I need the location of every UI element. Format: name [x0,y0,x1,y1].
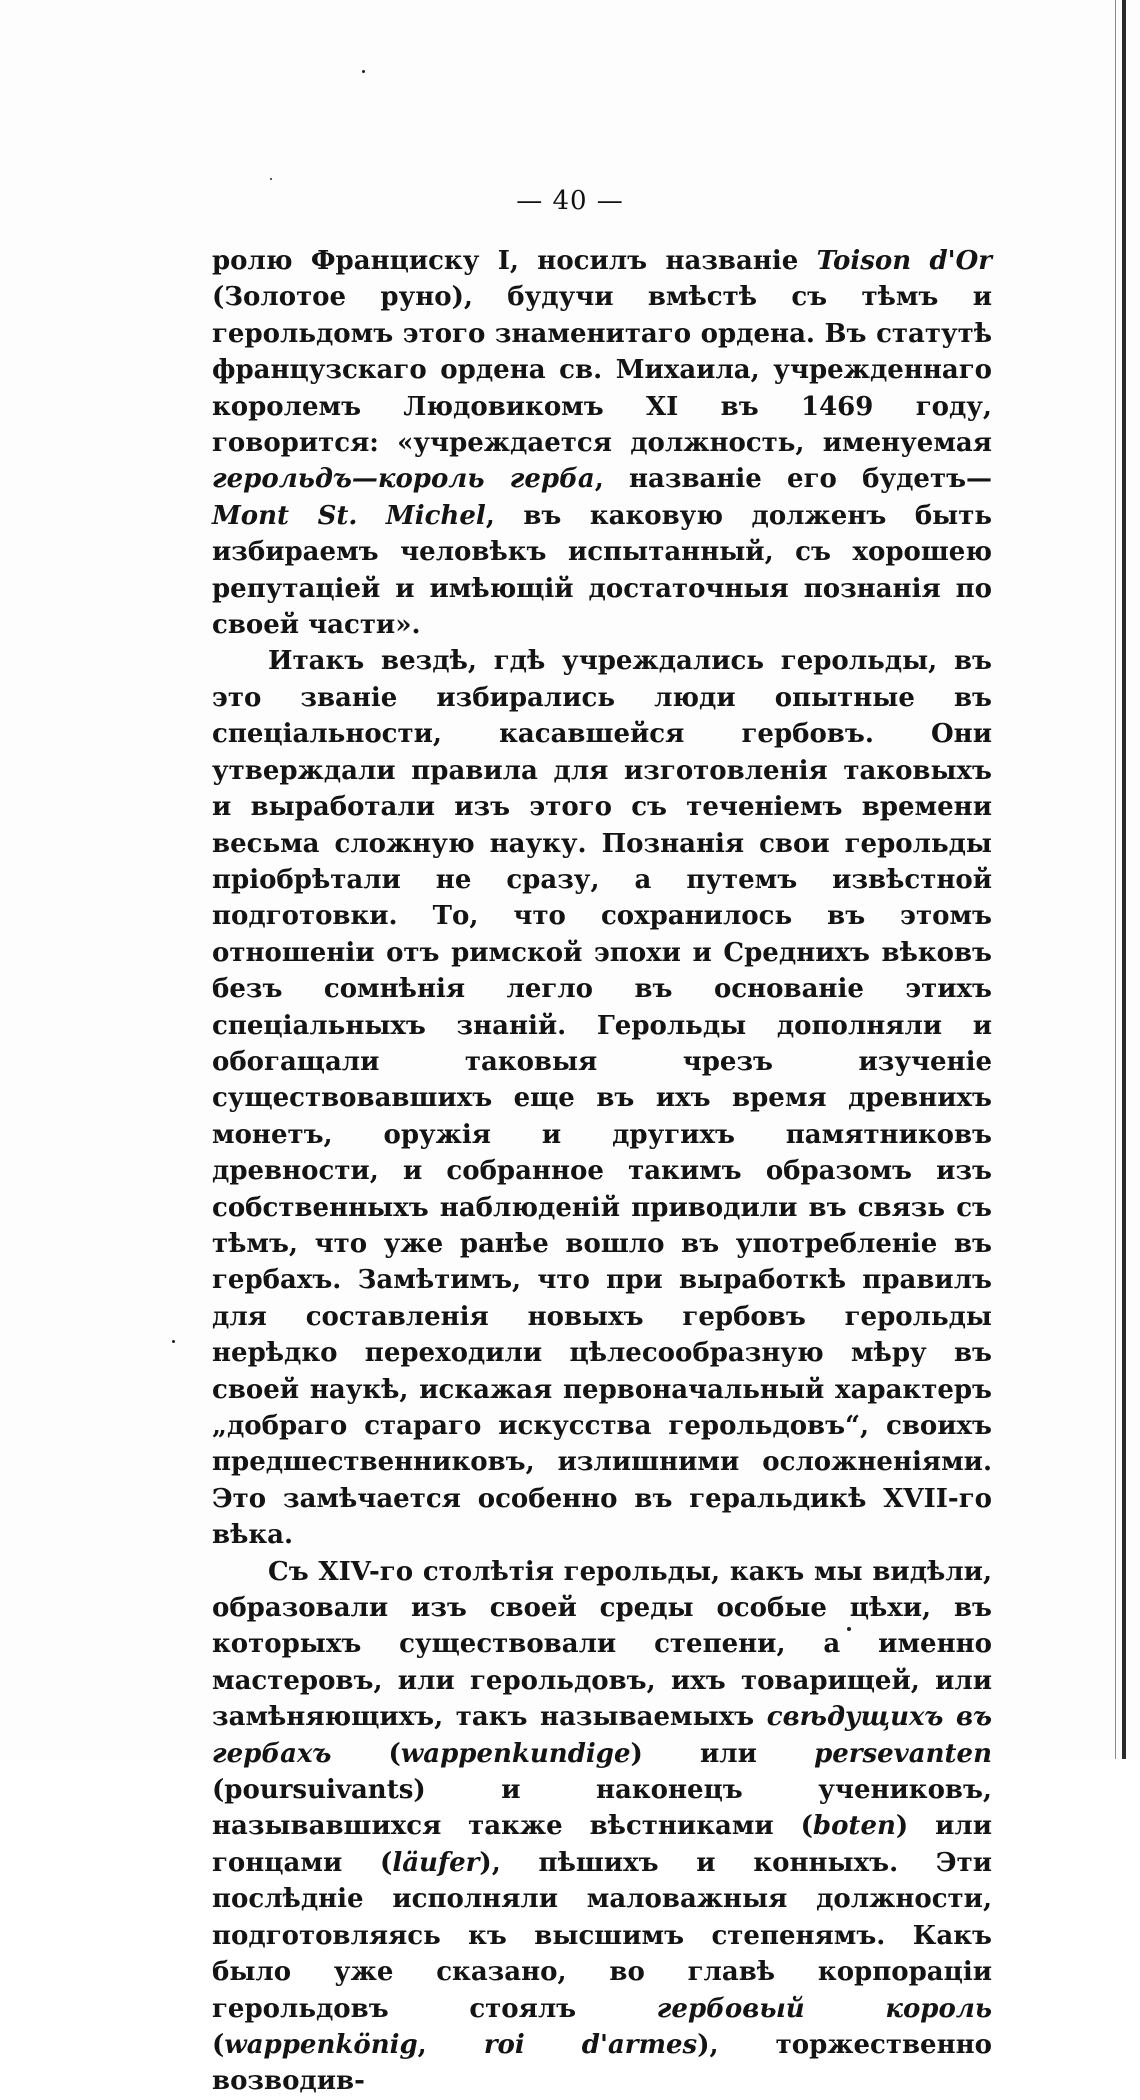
italic-run: Toison d'Or [816,246,992,276]
italic-run: Mont St. Michel [212,500,486,531]
page-edge-shadow [1122,0,1126,1759]
text-run: Итакъ вездѣ, гдѣ учреждались герольды, въ это званіе избирались люди опытные въ спеціальности, касавшейся гербовъ. Они утверждали правила для изготовленія таковыхъ и выработали изъ этого съ теченіемъ времени весьма сложную науку. Познанія свои герольды пріобрѣтали не сразу, а путемъ извѣстной подготовки. То, что сохранилось въ этомъ отношеніи отъ римской эпохи и Среднихъ вѣковъ безъ сомнѣнія легло въ основаніе этихъ спеціальныхъ знаній. Герольды дополняли и обогащали таковыя чрезъ изученіе существовавшихъ еще въ ихъ время древнихъ монетъ, оружія и другихъ памятниковъ древности, и собранное такимъ образомъ изъ собственныхъ наблюденій приводили въ связь съ тѣмъ, что уже ранѣе вошло въ употребленіе въ гербахъ. Замѣтимъ, что при выработкѣ правилъ для составленія новыхъ гербовъ герольды нерѣдко переходили цѣлесообразную мѣру въ своей наукѣ, искажая первоначальный характеръ „добраго стараго искусства герольдовъ“, своихъ предшественниковъ, излишними осложненіями. Это замѣчается особенно въ геральдикѣ XVII-го вѣка. [212,646,992,1551]
text-run: ), пѣшихъ и конныхъ. Эти послѣдніе исполняли маловажныя должности, подготовляясь къ высшимъ степенямъ. Какъ было уже сказано, во главѣ корпораціи герольдовъ стоялъ [212,1847,992,2024]
italic-run: свѣдущихъ въ гербахъ [212,1702,992,1769]
italic-run: wappenkönig [224,2029,418,2060]
italic-run: wappenkundige [400,1738,631,1769]
paragraph [212,1554,992,2100]
text-run: ), торжественно возводив- [212,2029,992,2097]
text-run: , въ каковую долженъ быть избираемъ человѣкъ испытанный, съ хорошею репутаціей и имѣющій достаточныя познанія по своей части». [212,500,992,641]
text-run: (poursuivants) и наконецъ учениковъ, называвшихся также вѣстниками ( [212,1775,992,1842]
text-run: ролю Франциску I, носилъ названіе [212,246,817,276]
text-run: , названіе его будетъ— [594,464,993,495]
italic-run: roi d'armes [483,2029,698,2060]
paragraph [212,243,992,643]
body-text [212,243,992,2100]
text-run: (Золотое руно), будучи вмѣстѣ съ тѣмъ и герольдомъ этого знаменитаго ордена. Въ статутѣ французскаго ордена св. Михаила, учрежденнаго королемъ Людовикомъ XI въ 1469 году, говорится: «учреждается должность, именуемая [212,282,992,459]
italic-run: boten [812,1811,896,1842]
italic-run: läufer [392,1847,480,1878]
text-run: , [417,2029,484,2060]
scan-speck [270,178,272,180]
text-run: ) или [630,1738,815,1769]
italic-run: герольдъ—король герба [212,464,595,495]
paragraph [212,643,992,1553]
italic-run: гербовый король [656,1993,992,2024]
text-run: ( [331,1738,401,1769]
scan-speck [362,70,365,73]
text-run: Съ XIV-го столѣтія герольды, какъ мы видѣли, образовали изъ своей среды особые цѣхи, въ которыхъ существовали степени, а именно мастеровъ, или герольдовъ, ихъ товарищей, или замѣняющихъ, такъ называемыхъ [212,1556,992,1733]
text-run: ) или гонцами ( [212,1811,992,1878]
text-run: ( [212,2029,225,2060]
page-edge-line [1115,0,1116,1759]
italic-run: persevanten [814,1738,992,1769]
page-number: — 40 — [516,186,624,216]
scan-speck [172,1340,175,1343]
